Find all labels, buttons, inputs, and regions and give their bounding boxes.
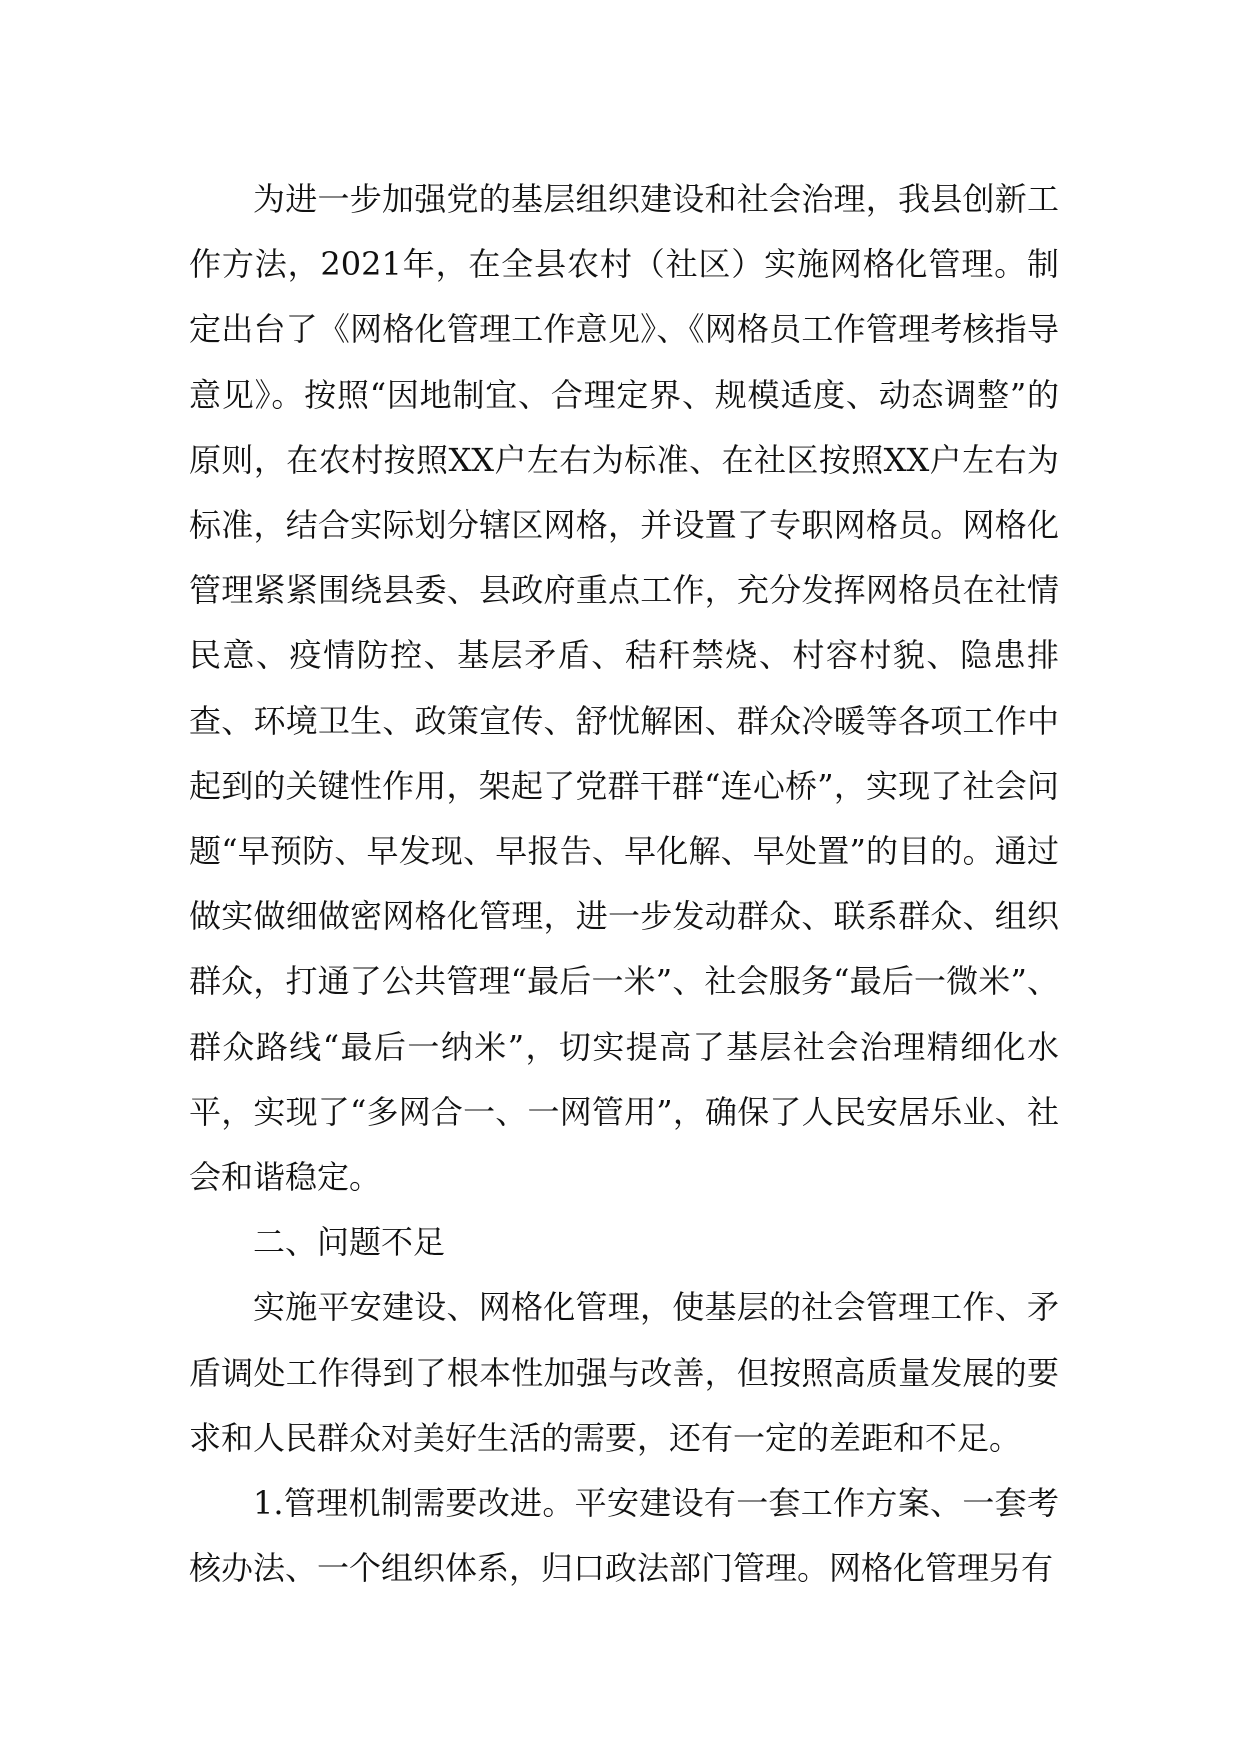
- section-heading-problems: 二、问题不足: [253, 1223, 446, 1262]
- paragraph-problems-intro: 实施平安建设、网格化管理，使基层的社会管理工作、矛盾调处工作得到了根本性加强与改善，但按照高质量发展的要求和人民群众对美好生活的需要，还有一定的差距和不足。: [189, 1288, 1059, 1457]
- document-body: [189, 167, 1059, 1601]
- paragraph-grid-management-overview: 为进一步加强党的基层组织建设和社会治理，我县创新工作方法，2021年，在全县农村（社区）实施网格化管理。制定出台了《网格化管理工作意见》、《网格员工作管理考核指导意见》。按照“因地制宜、合理定界、规模适度、动态调整”的原则，在农村按照XX户左右为标准、在社区按照XX户左右为标准，结合实际划分辖区网格，并设置了专职网格员。网格化管理紧紧围绕县委、县政府重点工作，充分发挥网格员在社情民意、疫情防控、基层矛盾、秸秆禁烧、村容村貌、隐患排查、环境卫生、政策宣传、舒忧解困、群众冷暖等各项工作中起到的关键性作用，架起了党群干群“连心桥”，实现了社会问题“早预防、早发现、早报告、早化解、早处置”的目的。通过做实做细做密网格化管理，进一步发动群众、联系群众、组织群众，打通了公共管理“最后一米”、社会服务“最后一微米”、群众路线“最后一纳米”，切实提高了基层社会治理精细化水平，实现了“多网合一、一网管用”，确保了人民安居乐业、社会和谐稳定。: [189, 180, 1059, 1197]
- paragraph-management-mechanism: 1.管理机制需要改进。平安建设有一套工作方案、一套考核办法、一个组织体系，归口政法部门管理。网格化管理另有: [189, 1484, 1059, 1588]
